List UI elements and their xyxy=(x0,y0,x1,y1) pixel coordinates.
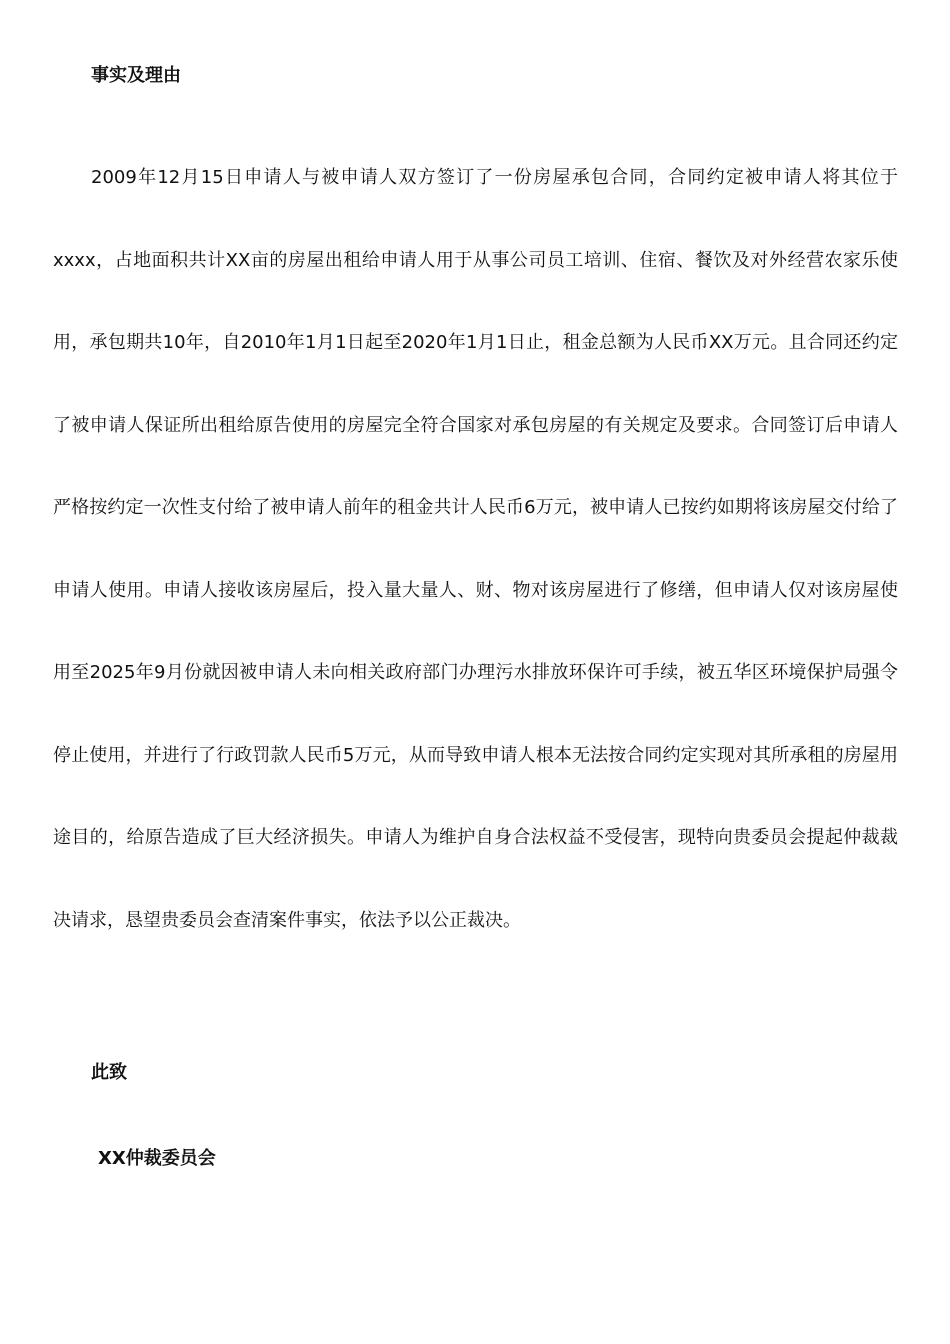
section-heading: 事实及理由 xyxy=(91,65,181,86)
body-paragraph: 2009年12月15日申请人与被申请人双方签订了一份房屋承包合同，合同约定被申请人将其位于xxxx，占地面积共计XX亩的房屋出租给申请人用于从事公司员工培训、住宿、餐饮及对外经营农家乐使用，承包期共10年，自2010年1月1日起至2020年1月1日止，租金总额为人民币XX万元。且合同还约定了被申请人保证所出租给原告使用的房屋完全符合国家对承包房屋的有关规定及要求。合同签订后申请人严格按约定一次性支付给了被申请人前年的租金共计人民币6万元，被申请人已按约如期将该房屋交付给了申请人使用。申请人接收该房屋后，投入量大量人、财、物对该房屋进行了修缮，但申请人仅对该房屋使用至2025年9月份就因被申请人未向相关政府部门办理污水排放环保许可手续，被五华区环境保护局强令停止使用，并进行了行政罚款人民币5万元，从而导致申请人根本无法按合同约定实现对其所承租的房屋用途目的，给原告造成了巨大经济损失。申请人为维护自身合法权益不受侵害，现特向贵委员会提起仲裁裁决请求，恳望贵委员会查清案件事实，依法予以公正裁决。 xyxy=(53,167,898,931)
salutation: 此致 xyxy=(91,1062,127,1083)
recipient: XX仲裁委员会 xyxy=(98,1148,216,1169)
